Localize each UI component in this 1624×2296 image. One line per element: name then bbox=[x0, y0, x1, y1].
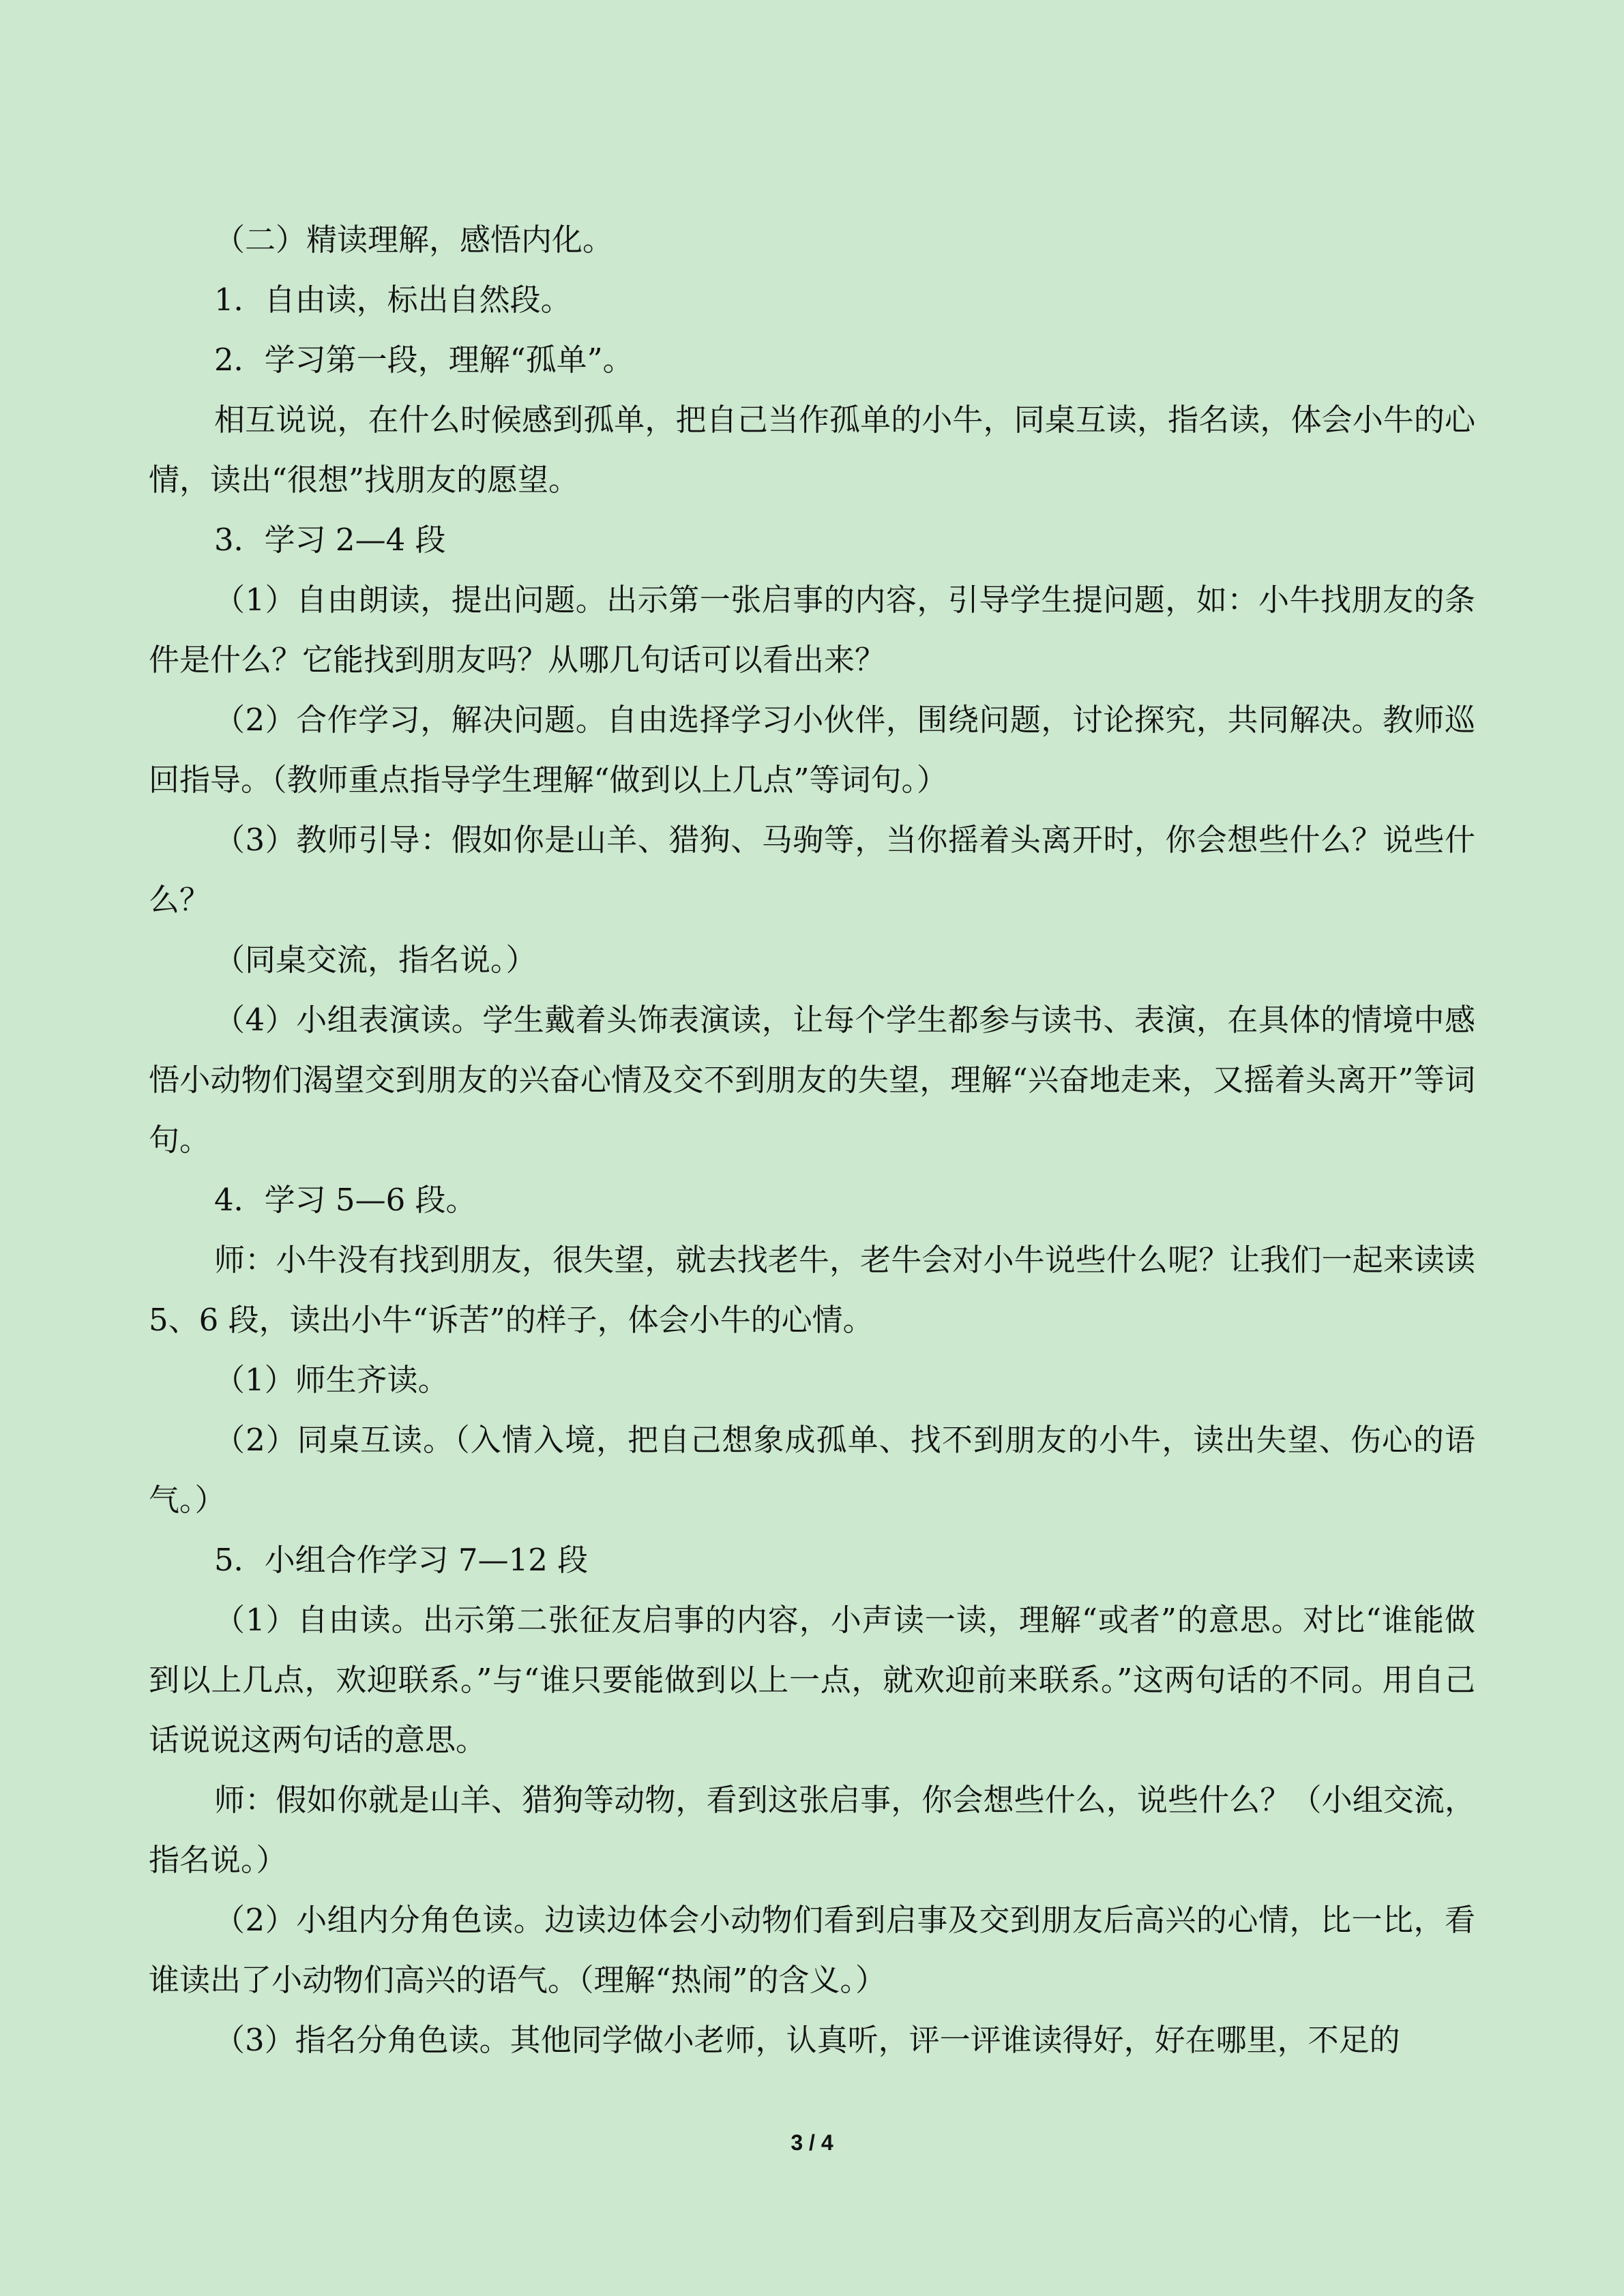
section-heading: （二）精读理解，感悟内化。 bbox=[214, 222, 614, 258]
paragraph: （2）同桌互读。（入情入境，把自己想象成孤单、找不到朋友的小牛，读出失望、伤心的语气。） bbox=[149, 1422, 1475, 1518]
paragraph: 相互说说，在什么时候感到孤单，把自己当作孤单的小牛，同桌互读，指名读，体会小牛的心情，读出“很想”找朋友的愿望。 bbox=[149, 402, 1475, 498]
document-body bbox=[149, 210, 1475, 2070]
paragraph: 2．学习第一段，理解“孤单”。 bbox=[214, 342, 634, 378]
paragraph: 3．学习 2—4 段 bbox=[214, 522, 446, 558]
paragraph: （1）师生齐读。 bbox=[214, 1362, 449, 1398]
page-number: 3 / 4 bbox=[791, 2130, 833, 2155]
paragraph: 1．自由读，标出自然段。 bbox=[214, 282, 572, 318]
paragraph: （2）合作学习，解决问题。自由选择学习小伙伴，围绕问题，讨论探究，共同解决。教师巡回指导。（教师重点指导学生理解“做到以上几点”等词句。） bbox=[149, 702, 1475, 798]
paragraph: （1）自由朗读，提出问题。出示第一张启事的内容，引导学生提问题，如：小牛找朋友的条件是什么？它能找到朋友吗？从哪几句话可以看出来？ bbox=[149, 582, 1475, 678]
paragraph: （3）教师引导：假如你是山羊、猎狗、马驹等，当你摇着头离开时，你会想些什么？说些什么？ bbox=[149, 822, 1475, 918]
paragraph: （4）小组表演读。学生戴着头饰表演读，让每个学生都参与读书、表演，在具体的情境中感悟小动物们渴望交到朋友的兴奋心情及交不到朋友的失望，理解“兴奋地走来，又摇着头离开”等词句。 bbox=[149, 1002, 1475, 1158]
paragraph: 4．学习 5—6 段。 bbox=[214, 1182, 477, 1218]
paragraph: （1）自由读。出示第二张征友启事的内容，小声读一读，理解“或者”的意思。对比“谁能做到以上几点，欢迎联系。”与“谁只要能做到以上一点，就欢迎前来联系。”这两句话的不同。用自己话说说这两句话的意思。 bbox=[149, 1602, 1475, 1758]
paragraph: （2）小组内分角色读。边读边体会小动物们看到启事及交到朋友后高兴的心情，比一比，看谁读出了小动物们高兴的语气。（理解“热闹”的含义。） bbox=[149, 1902, 1475, 1998]
paragraph: 5．小组合作学习 7—12 段 bbox=[214, 1542, 589, 1578]
paragraph: （同桌交流，指名说。） bbox=[214, 942, 537, 978]
paragraph: （3）指名分角色读。其他同学做小老师，认真听，评一评谁读得好，好在哪里，不足的 bbox=[214, 2022, 1400, 2058]
paragraph: 师：小牛没有找到朋友，很失望，就去找老牛，老牛会对小牛说些什么呢？让我们一起来读读 5、6 段，读出小牛“诉苦”的样子，体会小牛的心情。 bbox=[149, 1242, 1475, 1338]
paragraph: 师：假如你就是山羊、猎狗等动物，看到这张启事，你会想些什么，说些什么？（小组交流，指名说。） bbox=[149, 1782, 1475, 1878]
